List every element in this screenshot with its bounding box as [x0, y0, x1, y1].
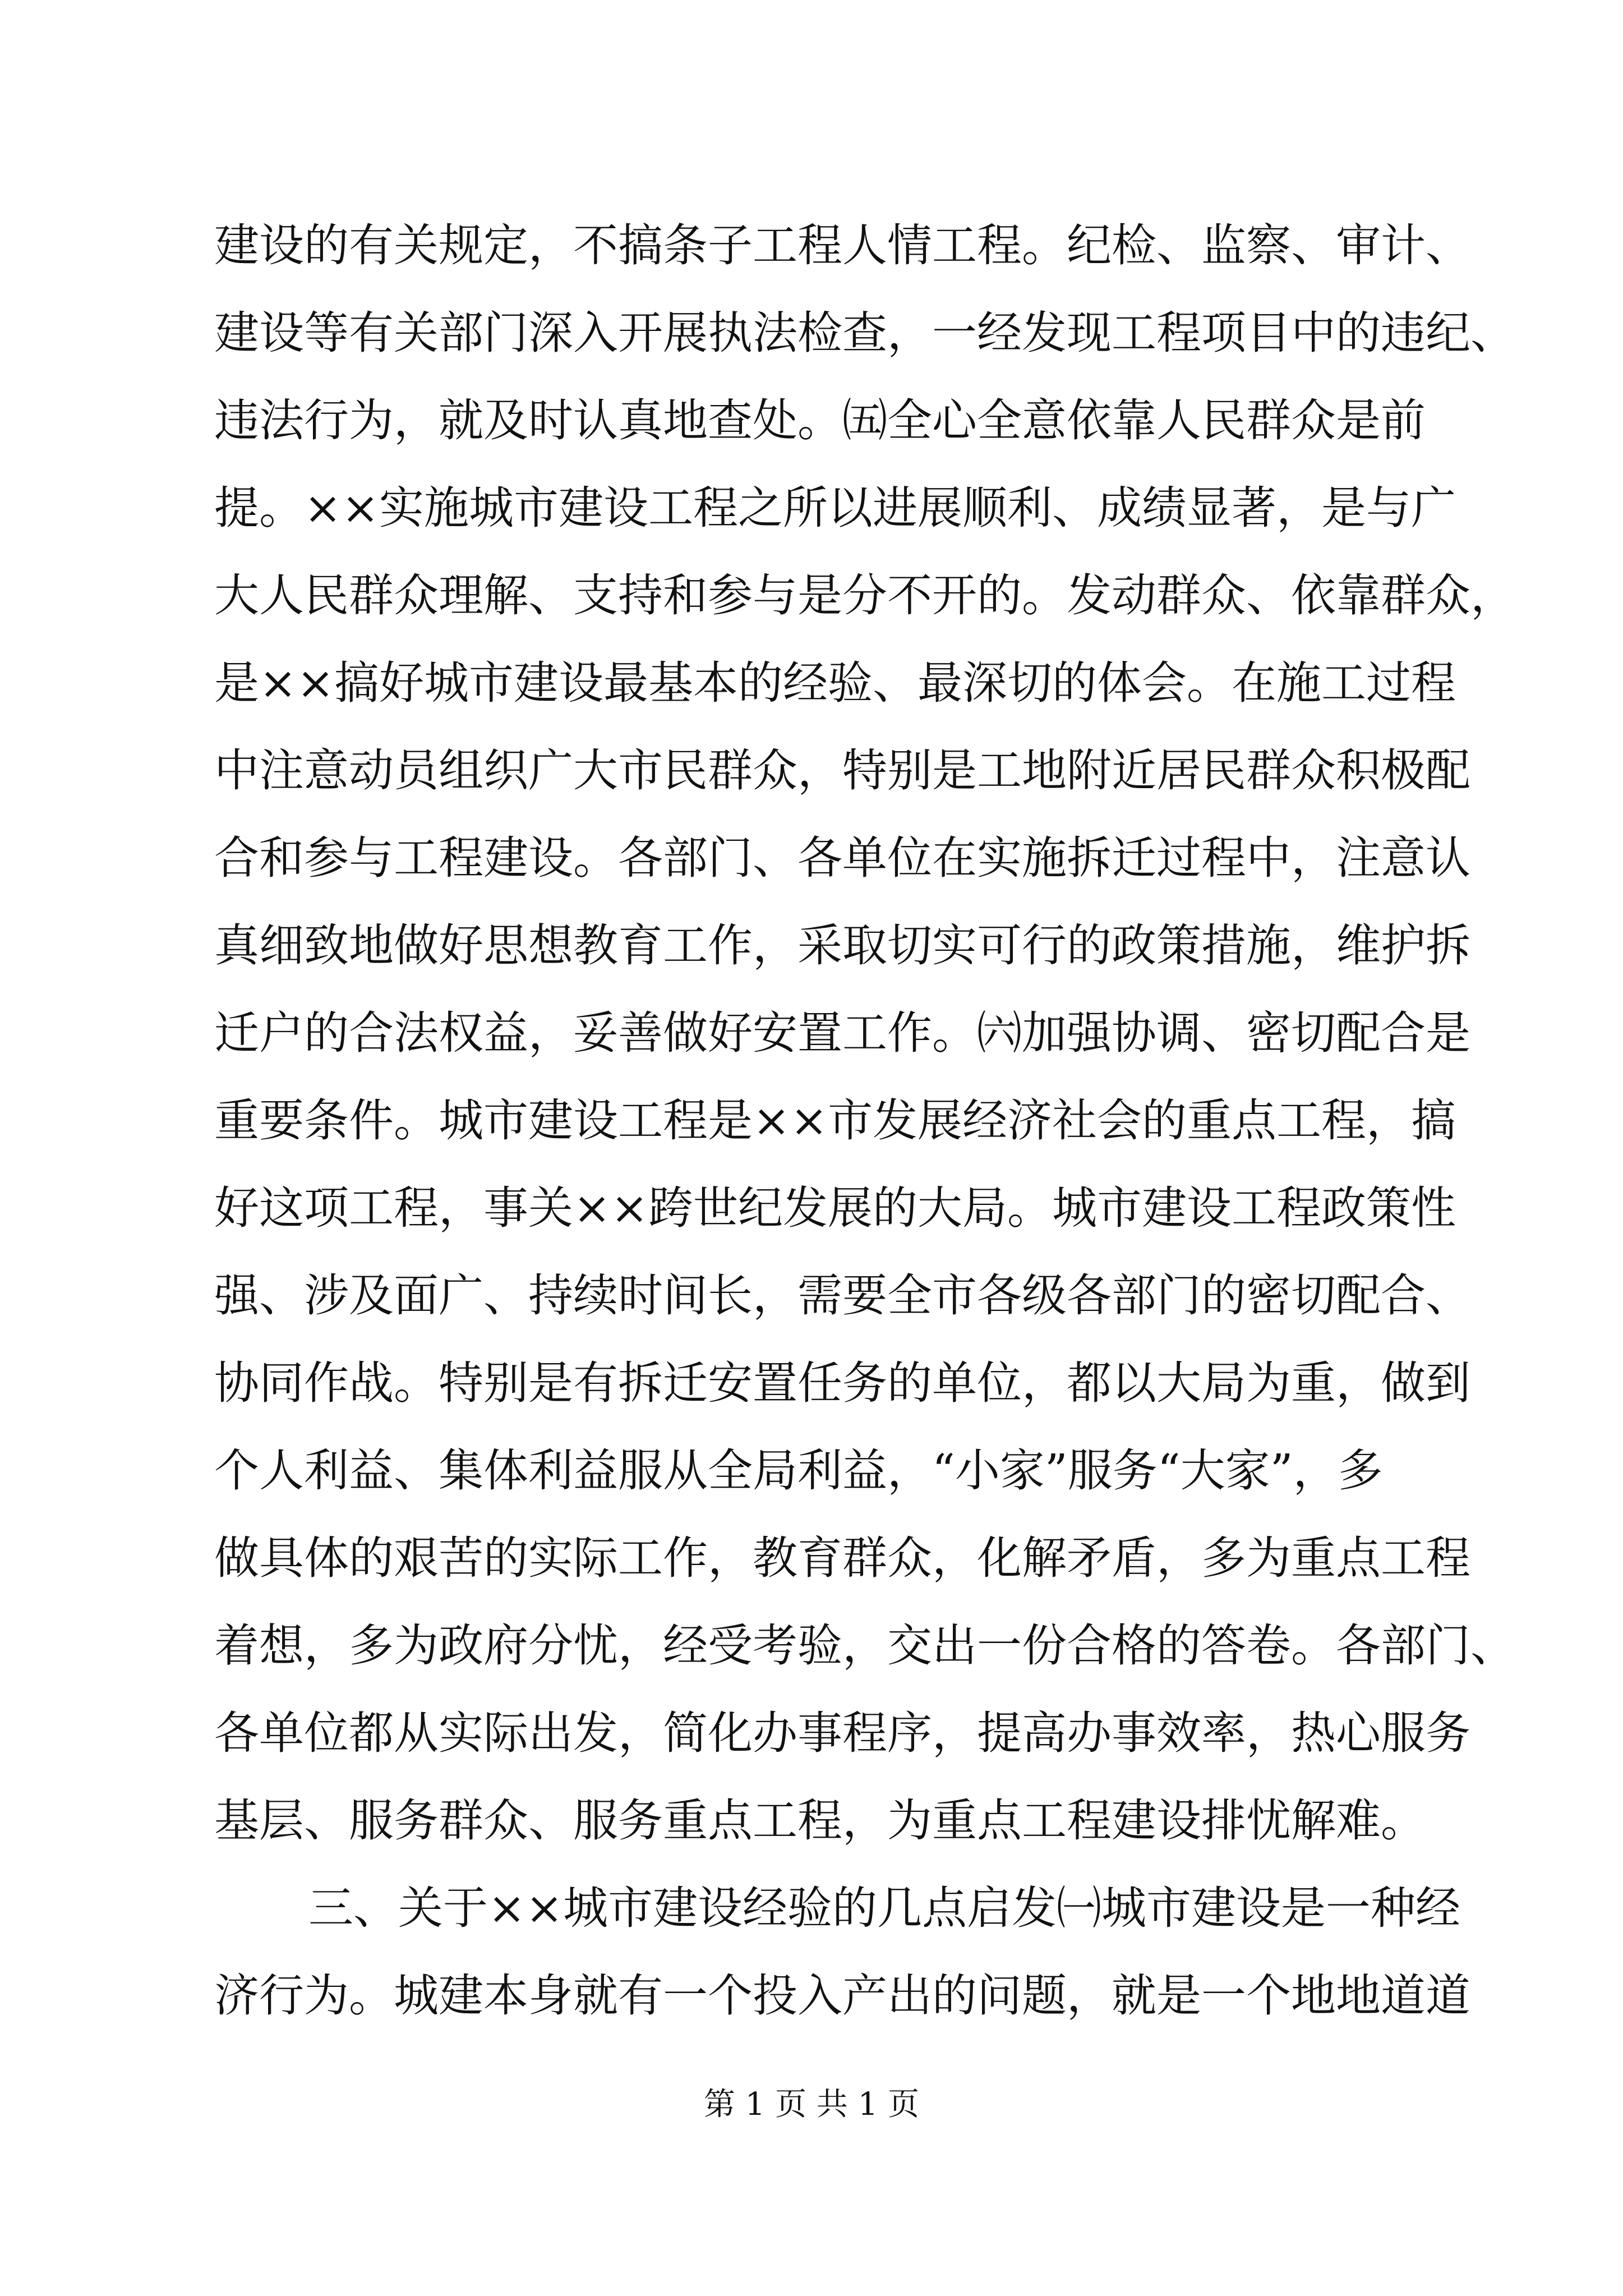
text-line: 重要条件。城市建设工程是××市发展经济社会的重点工程，搞	[214, 1094, 1456, 1147]
text-line: 违法行为，就及时认真地查处。㈤全心全意依靠人民群众是前	[214, 394, 1426, 447]
text-line: 好这项工程，事关××跨世纪发展的大局。城市建设工程政策性	[214, 1182, 1456, 1234]
text-line: 建设等有关部门深入开展执法检查，一经发现工程项目中的违纪、	[214, 307, 1515, 359]
text-line: 强、涉及面广、持续时间长，需要全市各级各部门的密切配合、	[214, 1269, 1470, 1322]
text-line: 建设的有关规定，不搞条子工程人情工程。纪检、监察、审计、	[214, 219, 1470, 272]
text-line: 合和参与工程建设。各部门、各单位在实施拆迁过程中，注意认	[214, 832, 1470, 884]
text-line: 基层、服务群众、服务重点工程，为重点工程建设排忧解难。	[214, 1795, 1426, 1847]
text-line: 个人利益、集体利益服从全局利益，“小家”服务“大家”，多	[214, 1444, 1383, 1497]
text-line: 提。××实施城市建设工程之所以进展顺利、成绩显著，是与广	[214, 482, 1456, 534]
page-footer: 第 1 页 共 1 页	[703, 2086, 920, 2123]
text-line: 中注意动员组织广大市民群众，特别是工地附近居民群众积极配	[214, 744, 1470, 797]
text-line: 着想，多为政府分忧，经受考验，交出一份合格的答卷。各部门、	[214, 1619, 1515, 1672]
text-line: 迁户的合法权益，妥善做好安置工作。㈥加强协调、密切配合是	[214, 1007, 1470, 1059]
text-line: 各单位都从实际出发，简化办事程序，提高办事效率，热心服务	[214, 1707, 1470, 1759]
text-line: 协同作战。特别是有拆迁安置任务的单位，都以大局为重，做到	[214, 1357, 1470, 1409]
text-line: 做具体的艰苦的实际工作，教育群众，化解矛盾，多为重点工程	[214, 1532, 1470, 1584]
text-line: 大人民群众理解、支持和参与是分不开的。发动群众、依靠群众，	[214, 569, 1515, 622]
section-heading-line: 三、关于××城市建设经验的几点启发㈠城市建设是一种经	[308, 1882, 1461, 1934]
text-line: 真细致地做好思想教育工作，采取切实可行的政策措施，维护拆	[214, 919, 1470, 972]
text-line: 是××搞好城市建设最基本的经验、最深切的体会。在施工过程	[214, 657, 1456, 709]
document-body	[214, 202, 1515, 2040]
text-line: 济行为。城建本身就有一个投入产出的问题，就是一个地地道道	[214, 1970, 1470, 2022]
